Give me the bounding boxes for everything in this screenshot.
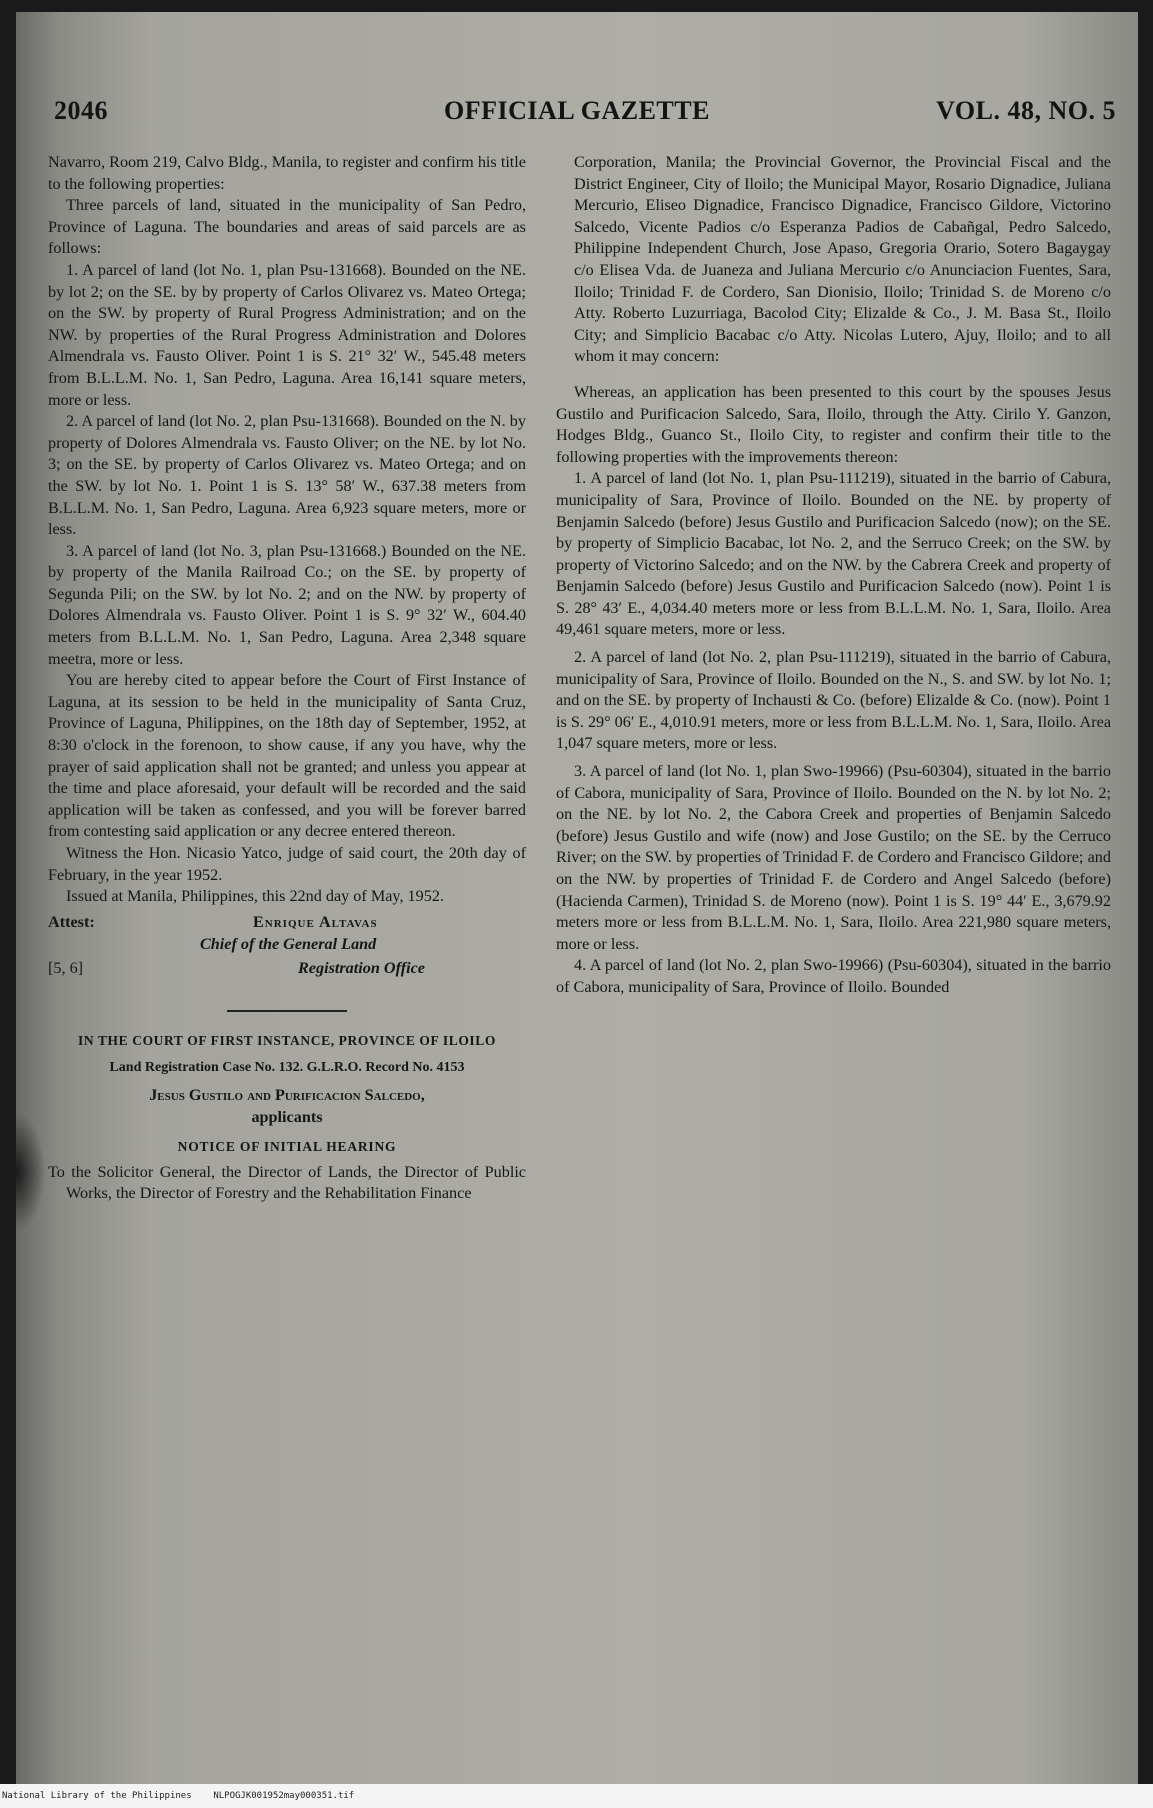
paragraph: Navarro, Room 219, Calvo Bldg., Manila, to register and confirm his title to the following properties: — [48, 153, 526, 193]
court-heading: IN THE COURT OF FIRST INSTANCE, PROVINCE OF ILOILO — [78, 1032, 496, 1048]
parcel-description: 3. A parcel of land (lot No. 1, plan Swo-19966) (Psu-60304), situated in the barrio of Cabora, municipality of Sara, Province of Iloilo. Bounded on the N. by lot No. 2; on the NE. by lot No. 2, the Cabora Creek and properties of Benjamin Salcedo (before) Jesus Gustilo and wife (now) and Jose Gustilo; on the SE. by the Cerruco River; on the SW. by properties of Trinidad F. de Cordero and Francisco Gildore; and on the NW. by properties of Trinidad F. de Cordero and Angel Salcedo (before) (Hacienda Carmen), Trinidad S. de Moreno (now). Point 1 is S. 19° 44′ E., 3,679.92 meters more or less from B.L.L.M. No. 1, Sara, Iloilo. Area 221,980 square meters, more or less. — [556, 762, 1111, 953]
parcel-description: 2. A parcel of land (lot No. 2, plan Psu-111219), situated in the barrio of Cabura, municipality of Sara, Province of Iloilo. Bounded on the N., S. and SW. by lot No. 1; and on the SE. by property of Inchausti & Co. (before) Elizalde & Co. (now). Point 1 is S. 29° 06′ E., 4,010.91 meters, more or less from B.L.L.M. No. 1, Sara, Iloilo. Area 1,047 square meters, more or less. — [556, 648, 1111, 753]
witness-paragraph: Witness the Hon. Nicasio Yatco, judge of said court, the 20th day of February, in the year 1952. — [48, 844, 526, 884]
right-column — [556, 152, 1111, 999]
scan-footer: National Library of the Philippines NLPOGJK001952may000351.tif — [0, 1784, 1153, 1808]
citation-paragraph: You are hereby cited to appear before the Court of First Instance of Laguna, at its session to be held in the municipality of Santa Cruz, Province of Laguna, Philippines, on the 18th day of September, 1952, at 8:30 o'clock in the forenoon, to show cause, if any you have, why the prayer of said application shall not be granted; and unless you appear at the time and place aforesaid, your default will be recorded and the said application will be taken as confessed, and you will be forever barred from contesting said application or any decree entered thereon. — [48, 671, 526, 841]
parcel-description: 4. A parcel of land (lot No. 2, plan Swo-19966) (Psu-60304), situated in the barrio of Cabora, municipality of Sara, Province of Iloilo. Bounded — [556, 956, 1111, 996]
scan-shadow — [16, 1112, 46, 1232]
page-number: 2046 — [54, 96, 108, 125]
parcel-description: 1. A parcel of land (lot No. 1, plan Psu-111219), situated in the barrio of Cabura, municipality of Sara, Province of Iloilo. Bounded on the NE. by property of Benjamin Salcedo (before) Jesus Gustilo and Purificacion Salcedo (now); on the SE. by property of Simplicio Bacabac, lot No. 2, and the Serruco Creek; on the SW. by property of Victorino Salcedo; and on the NW. by the Cabrera Creek and property of Benjamin Salcedo (before) Jesus Gustilo and Purificacion Salcedo (now). Point 1 is S. 28° 43′ E., 4,034.40 meters more or less from B.L.L.M. No. 1, Sara, Iloilo. Area 49,461 square meters, more or less. — [556, 469, 1111, 639]
addressees: To the Solicitor General, the Director of Lands, the Director of Public Works, the Director of Forestry and the Rehabilitation Finance — [48, 1162, 526, 1203]
addressees-continued: Corporation, Manila; the Provincial Governor, the Provincial Fiscal and the District Engineer, City of Iloilo; the Municipal Mayor, Rosario Dignadice, Juliana Mercurio, Eliseo Dignadice, Francisco Dignadice, Francisco Gildore, Victorino Salcedo, Vicente Padios c/o Esperanza Padios de Cabañgal, Pedro Salcedo, Philippine Independent Church, Jose Apaso, Gregoria Orario, Sotero Bagaygay c/o Elisea Vda. de Juaneza and Juliana Mercurio c/o Anunciacion Fuentes, Sara, Iloilo; Trinidad F. de Cordero, San Dionisio, Iloilo; Trinidad S. de Moreno c/o Atty. Roberto Luzurriaga, Bacolod City; Elizalde & Co., J. M. Basa St., Iloilo City; and Simplicio Bacabac c/o Atty. Nicolas Lutero, Ajuy, Iloilo; and to all whom it may concern: — [574, 153, 1111, 366]
case-line: Land Registration Case No. 132. G.L.R.O. Record No. 4153 — [109, 1060, 465, 1076]
parcel-description: 3. A parcel of land (lot No. 3, plan Psu-131668.) Bounded on the NE. by property of the Manila Railroad Co.; on the SE. by property of Segunda Pili; on the SW. by lot No. 2; and on the NW. by property of Dolores Almendrala vs. Fausto Oliver. Point 1 is S. 9° 32′ W., 604.40 meters from B.L.L.M. No. 1, San Pedro, Laguna. Area 2,348 square meetra, more or less. — [48, 541, 526, 668]
issued-paragraph: Issued at Manila, Philippines, this 22nd day of May, 1952. — [66, 887, 444, 906]
applicants-label: applicants — [251, 1107, 323, 1126]
signer-office: Registration Office — [298, 958, 425, 977]
applicants-names: Jesus Gustilo and Purificacion Salcedo, — [149, 1085, 425, 1104]
whereas-paragraph: Whereas, an application has been presented to this court by the spouses Jesus Gustilo and Purificacion Salcedo, Sara, Iloilo, through the Atty. Cirilo Y. Ganzon, Hodges Bldg., Guanco St., Iloilo City, to register and confirm their title to the following properties with the improvements thereon: — [556, 382, 1111, 466]
attest-label: Attest: — [48, 912, 95, 931]
signature-block — [48, 912, 526, 986]
gazette-page — [16, 12, 1138, 1784]
signer-role: Chief of the General Land — [200, 934, 377, 953]
signer-name: Enrique Altavas — [253, 912, 378, 931]
section-divider — [227, 1010, 347, 1012]
issue-code: [5, 6] — [48, 958, 84, 977]
volume-label: VOL. 48, NO. 5 — [936, 96, 1116, 125]
left-column — [48, 152, 526, 1205]
page-title: OFFICIAL GAZETTE — [444, 96, 710, 125]
parcel-description: 1. A parcel of land (lot No. 1, plan Psu-131668). Bounded on the NE. by lot 2; on the SE. by by property of Carlos Olivarez vs. Mateo Ortega; on the SW. by property of Rural Progress Administration; and on the NW. by properties of the Rural Progress Administration and Dolores Almendrala vs. Fausto Oliver. Point 1 is S. 21° 32′ W., 545.48 meters from B.L.L.M. No. 1, San Pedro, Laguna. Area 16,141 square meters, more or less. — [48, 260, 526, 409]
paragraph: Three parcels of land, situated in the municipality of San Pedro, Province of Laguna. The boundaries and areas of said parcels are as follows: — [48, 196, 526, 258]
parcel-description: 2. A parcel of land (lot No. 2, plan Psu-131668). Bounded on the N. by property of Dolores Almendrala vs. Fausto Oliver; on the NE. by lot No. 3; on the SE. by property of Carlos Olivarez vs. Mateo Ortega; and on the SW. by lot No. 1. Point 1 is S. 13° 58′ W., 637.38 meters from B.L.L.M. No. 1, San Pedro, Laguna. Area 6,923 square meters, more or less. — [48, 412, 526, 539]
notice-heading: NOTICE OF INITIAL HEARING — [177, 1139, 397, 1155]
